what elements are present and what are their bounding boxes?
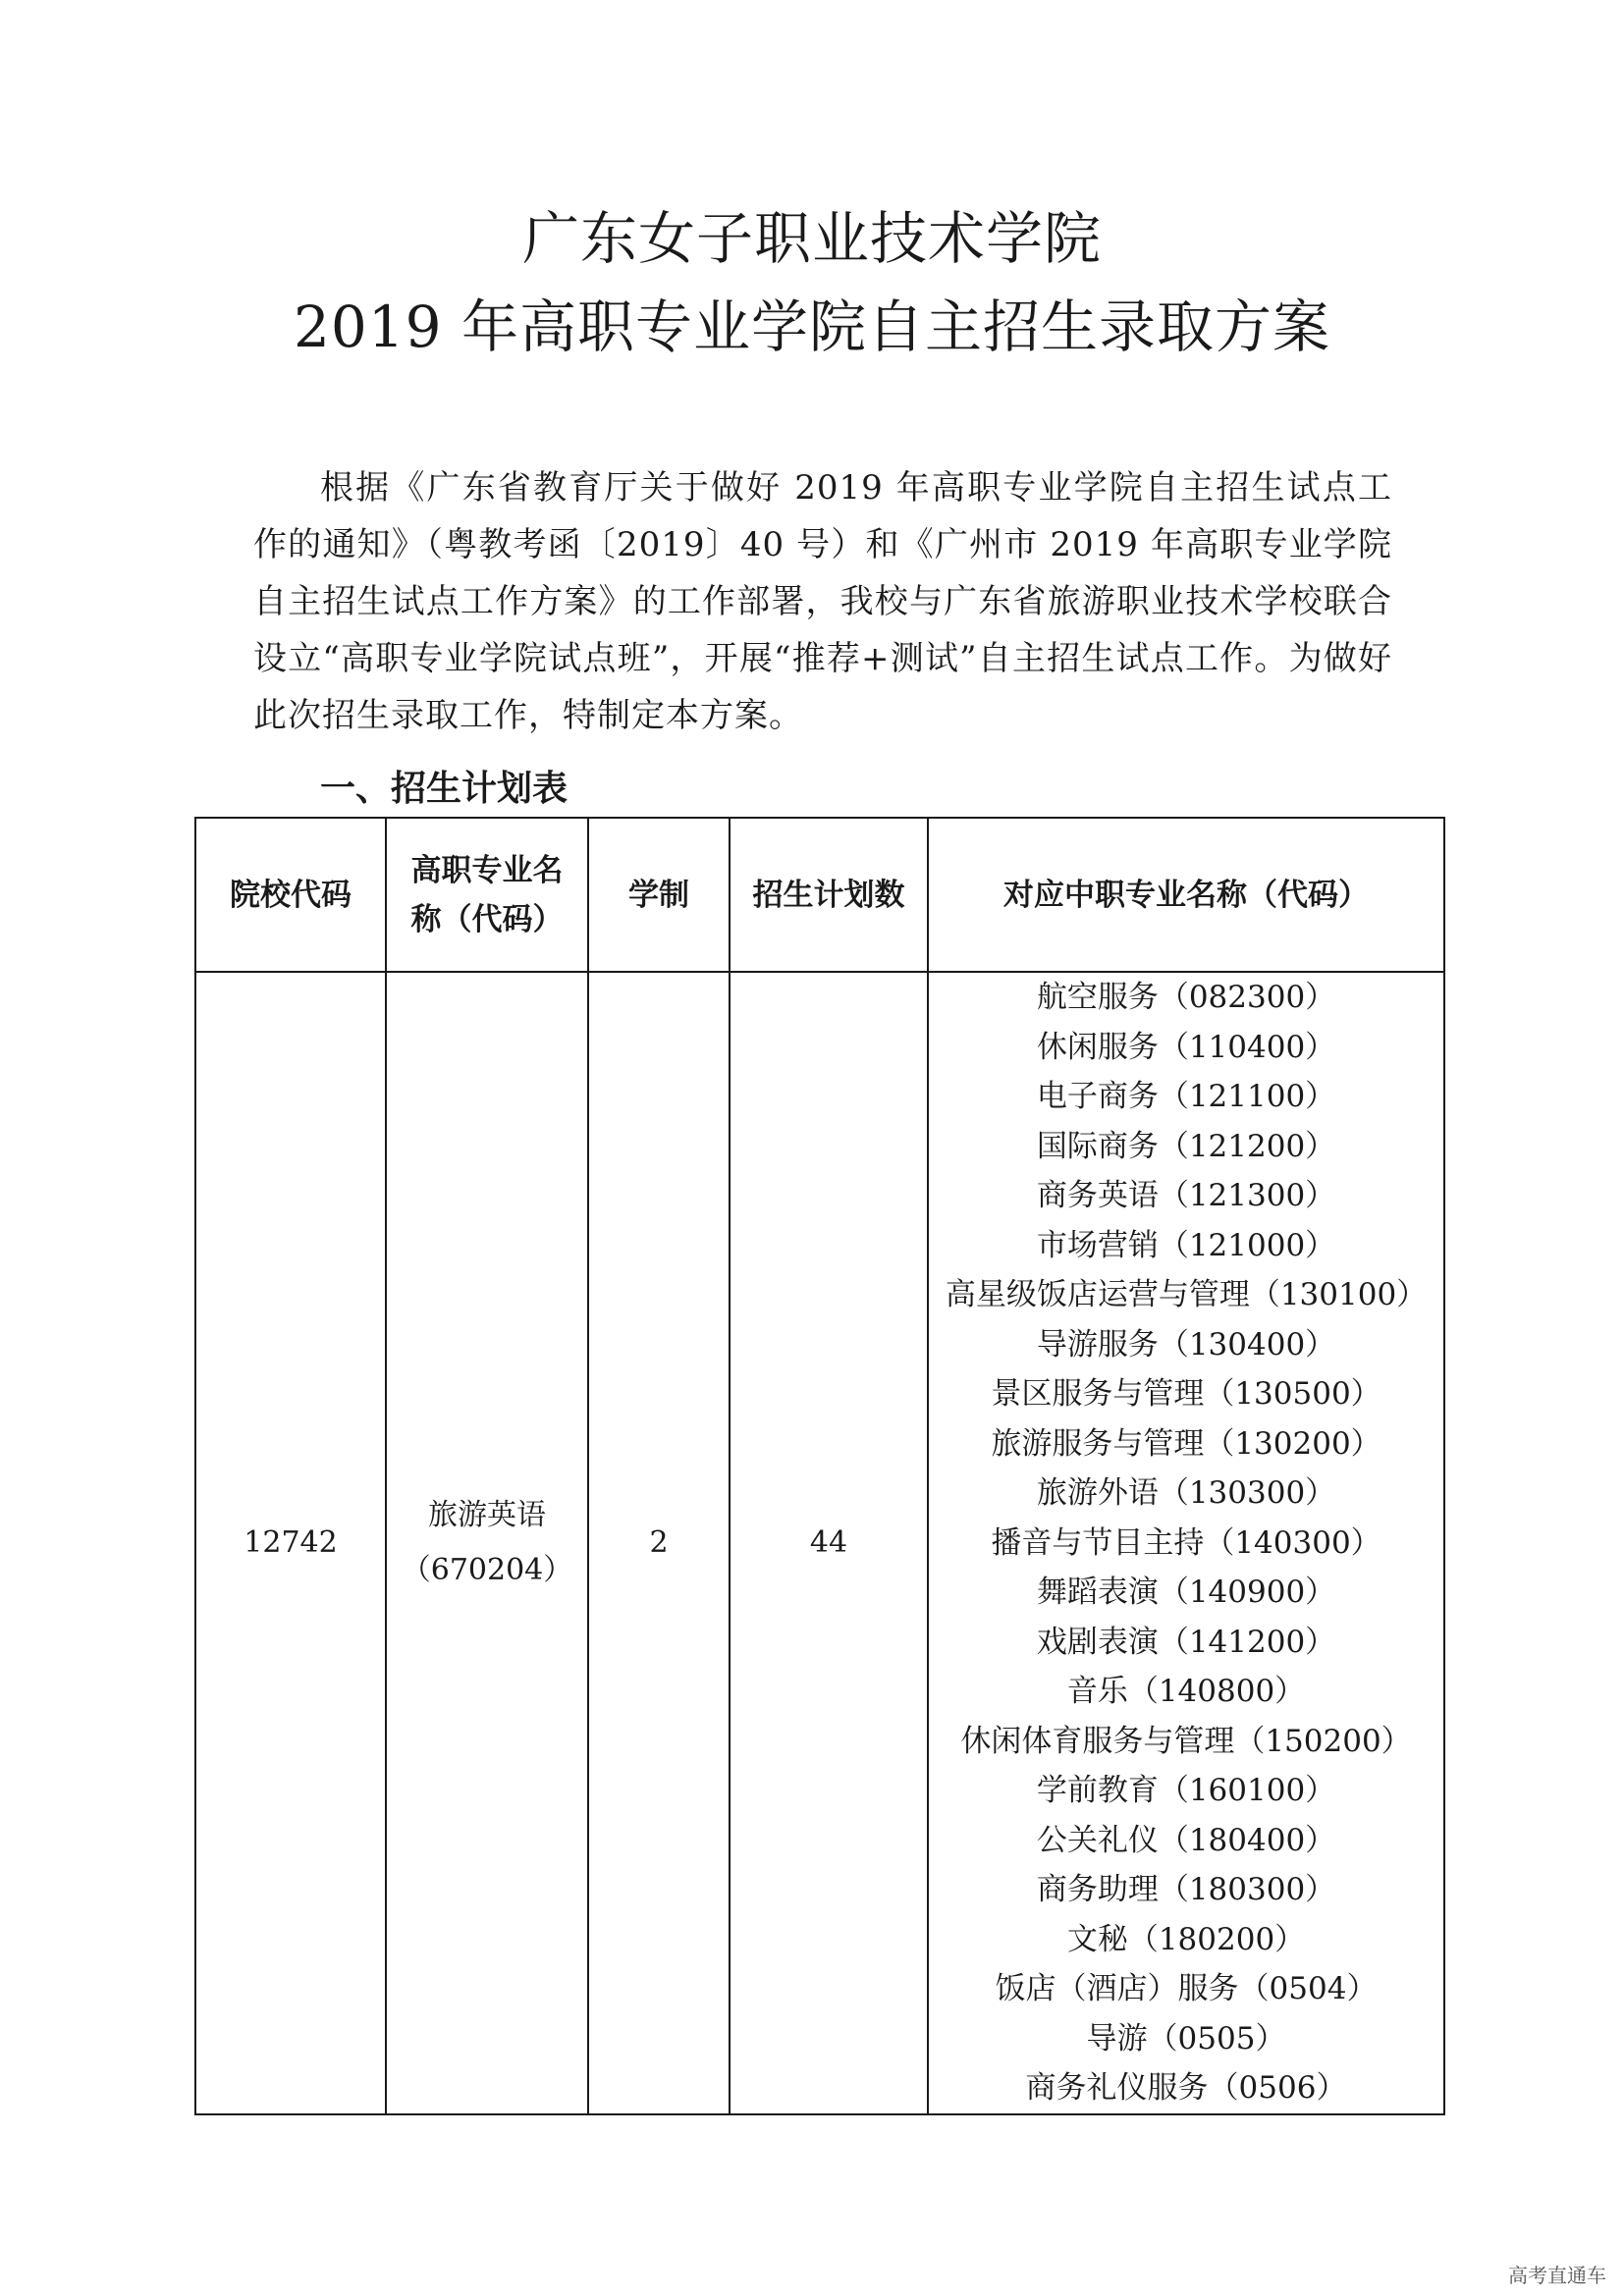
cell-secondary-majors (928, 972, 1444, 2114)
watermark-text: 高考直通车 (1508, 2264, 1606, 2287)
list-item: 文秘（180200） (1066, 1921, 1306, 1957)
document-subtitle: 2019 年高职专业学院自主招生录取方案 (293, 294, 1331, 360)
list-item: 商务助理（180300） (1036, 1872, 1336, 1907)
header-secondary-majors: 对应中职专业名称（代码） (928, 818, 1444, 972)
cell-duration: 2 (588, 972, 730, 2114)
list-item: 商务英语（121300） (1036, 1178, 1336, 1213)
list-item: 电子商务（121100） (1036, 1079, 1336, 1114)
list-item: 商务礼仪服务（0506） (1025, 2070, 1347, 2106)
enrollment-plan-table (194, 817, 1445, 2115)
list-item: 国际商务（121200） (1036, 1128, 1336, 1164)
list-item: 旅游服务与管理（130200） (991, 1425, 1381, 1462)
header-major-name-line2: 称（代码） (410, 901, 564, 937)
list-item: 旅游外语（130300） (1036, 1475, 1336, 1511)
table-header-row (195, 818, 1444, 972)
header-school-code: 院校代码 (195, 818, 386, 972)
list-item: 舞蹈表演（140900） (1036, 1575, 1336, 1610)
list-item: 音乐（140800） (1066, 1674, 1306, 1709)
header-major-name (386, 818, 588, 972)
list-item: 播音与节目主持（140300） (991, 1524, 1381, 1561)
cell-school-code: 12742 (195, 972, 386, 2114)
cell-major-name-line2: （670204） (401, 1552, 573, 1587)
header-major-name-line1: 高职专业名 (410, 852, 564, 888)
list-item: 航空服务（082300） (1036, 980, 1336, 1015)
list-item: 导游（0505） (1086, 2020, 1286, 2056)
list-item: 公关礼仪（180400） (1036, 1822, 1336, 1858)
list-item: 导游服务（130400） (1036, 1326, 1336, 1362)
list-item: 戏剧表演（141200） (1036, 1624, 1336, 1660)
list-item: 景区服务与管理（130500） (991, 1376, 1381, 1412)
list-item: 休闲体育服务与管理（150200） (960, 1723, 1412, 1759)
section-heading-enrollment-plan: 一、招生计划表 (320, 769, 568, 809)
list-item: 高星级饭店运营与管理（130100） (945, 1277, 1428, 1312)
list-item: 学前教育（160100） (1036, 1773, 1336, 1808)
cell-major-name (386, 972, 588, 2114)
document-title: 广东女子职业技术学院 (521, 205, 1102, 272)
list-item: 休闲服务（110400） (1036, 1029, 1336, 1065)
cell-plan-count: 44 (730, 972, 928, 2114)
list-item: 市场营销（121000） (1036, 1227, 1336, 1263)
list-item: 饭店（酒店）服务（0504） (995, 1971, 1378, 2006)
header-plan-count: 招生计划数 (730, 818, 928, 972)
cell-major-name-line1: 旅游英语 (428, 1497, 546, 1532)
header-duration: 学制 (588, 818, 730, 972)
intro-paragraph: 根据《广东省教育厅关于做好 2019 年高职专业学院自主招生试点工作的通知》（粤教考函〔2019〕40 号）和《广州市 2019 年高职专业学院自主招生试点工作方案》的工作部署，我校与广东省旅游职业技术学校联合设立“高职专业学院试点班”，开展“推荐+测试”自主招生试点工作。为做好此次招生录取工作，特制定本方案。 (253, 468, 1392, 735)
table-row (195, 972, 1444, 2114)
